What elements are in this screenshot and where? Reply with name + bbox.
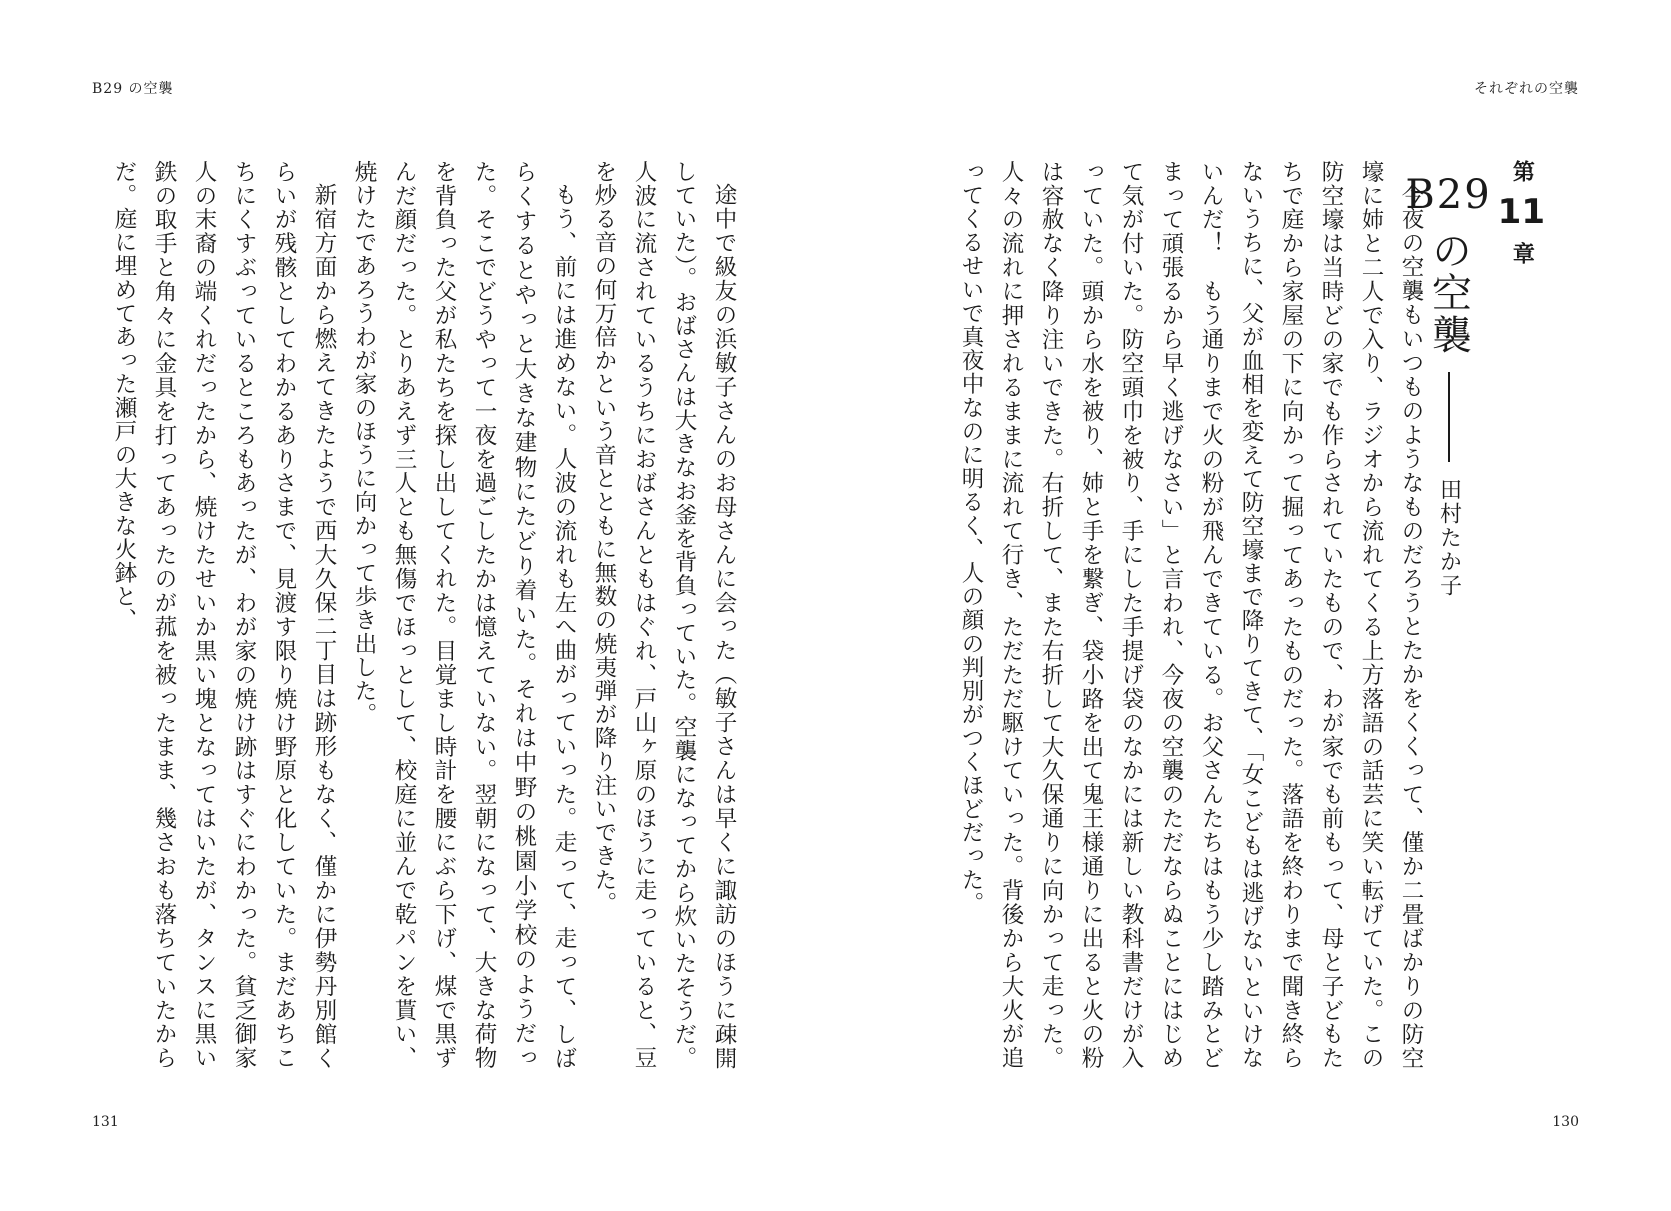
paragraph: もう、前には進めない。人波の流れも左へ曲がっていった。走って、走って、しばらくするとやっと大きな建物にたどり着いた。それは中野の桃園小学校のようだった。そこでどうやって一夜を過ごしたかは憶えていない。翌朝になって、大きな荷物を背負った父が私たちを探し出してくれた。目覚まし時計を腰にぶら下げ、煤で黒ずんだ顔だった。とりあえず三人とも無傷でほっとして、校庭に並んで乾パンを貰い、焼けたであろうわが家のほうに向かって歩き出した。 [351, 160, 577, 1070]
chapter-number [1498, 160, 1545, 720]
running-head-right: それぞれの空襲 [1474, 81, 1579, 97]
chapter-label-post: 章 [1509, 242, 1535, 264]
chapter-title-num: B29 [1405, 172, 1492, 218]
paragraph: 今夜の空襲もいつものようなものだろうとたかをくくって、僅か二畳ばかりの防空壕に姉と二人で入り、ラジオから流れてくる上方落語の話芸に笑い転げていた。この防空壕は当時どの家でも作らされていたもので、わが家でも前もって、母と子どもたちで庭から家屋の下に向かって掘ってあったものだった。落語を終わりまで聞き終らないうちに、父が血相を変えて防空壕まで降りてきて、「女こどもは逃げないといけないんだ！ もう通りまで火の粉が飛んできている。お父さんたちはもう少し踏みとどまって頑張るから早く逃げなさい」と言われ、今夜の空襲のただならぬことにはじめて気が付いた。防空頭巾を被り、手にした手提げ袋のなかには新しい教科書だけが入っていた。頭から水を被り、姉と手を繋ぎ、袋小路を出て鬼王様通りに出ると火の粉は容赦なく降り注いできた。右折して、また右折して大久保通りに向かって走った。人々の流れに押されるままに流れて行き、ただただ駆けていった。背後から大火が追ってくるせいで真夜中なのに明るく、人の顔の判別がつくほどだった。 [958, 160, 1424, 1070]
chapter-label-pre: 第 [1509, 160, 1535, 182]
right-page-body [958, 160, 1431, 1070]
right-page [836, 0, 1671, 1211]
page-number-right: 130 [1552, 1114, 1579, 1130]
paragraph: 途中で級友の浜敏子さんのお母さんに会った（敏子さんは早くに諏訪のほうに疎開していた）。おばさんは大きなお釜を背負っていた。空襲になってから炊いたそうだ。人波に流されているうちにおばさんともはぐれ、戸山ヶ原のほうに走っていると、豆を炒る音の何万倍かという音とともに無数の焼夷弾が降り注いできた。 [591, 160, 737, 1070]
left-page-body [104, 160, 744, 1070]
running-head-left: B29 の空襲 [92, 81, 174, 97]
paragraph: 新宿方面から燃えてきたようで西大久保二丁目は跡形もなく、僅かに伊勢丹別館くらいが残骸としてわかるありさまで、見渡す限り焼け野原と化していた。まだあちこちにくすぶっているところもあったが、わが家の焼け跡はすぐにわかった。貧乏御家人の末裔の端くれだったから、焼けたせいか黒い塊となってはいたが、タンスに黒い鉄の取手と角々に金具を打ってあったのが菰を被ったまま、幾さおも落ちていたからだ。庭に埋めてあった瀬戸の大きな火鉢と、 [111, 160, 337, 1070]
title-dash [1448, 372, 1450, 462]
page-number-left: 131 [92, 1114, 119, 1130]
chapter-title-text: の空襲 [1425, 230, 1472, 356]
author-name: 田村たか子 [1436, 478, 1462, 598]
chapter-number-value: 11 [1497, 192, 1545, 232]
